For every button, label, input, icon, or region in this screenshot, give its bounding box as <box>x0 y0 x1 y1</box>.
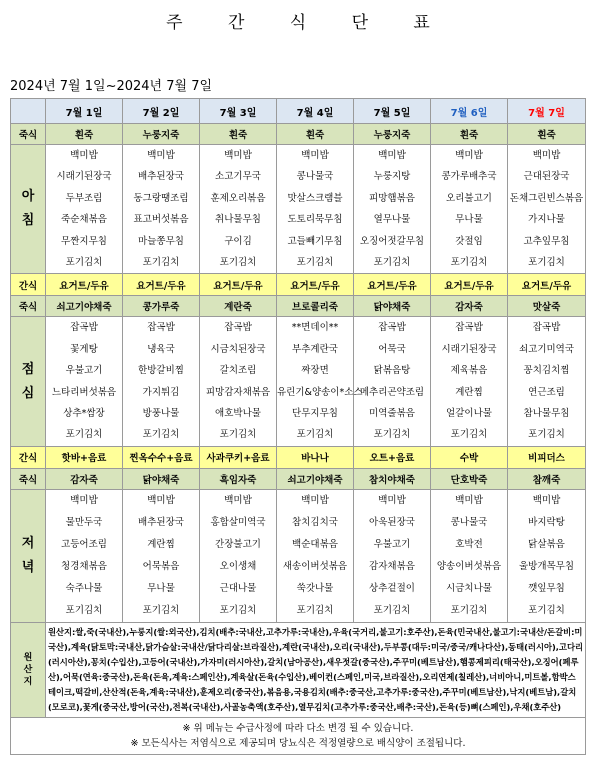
menu-item: 포기김치 <box>219 604 257 616</box>
breakfast-day-cell <box>46 145 123 274</box>
porridge-cell: 콩가루죽 <box>123 296 200 317</box>
menu-item: 갓절임 <box>455 235 483 247</box>
menu-item: 근대된장국 <box>523 171 570 183</box>
porridge-cell: 누룽지죽 <box>354 124 431 145</box>
menu-item: 오이생채 <box>219 560 257 572</box>
porridge-cell: 흰죽 <box>277 124 354 145</box>
origin-label-char: 지 <box>23 676 33 687</box>
menu-item: 얼갈이나물 <box>446 407 492 419</box>
lunch-day-cell <box>123 317 200 446</box>
menu-item: 참치김치국 <box>292 516 338 528</box>
origin-row <box>11 622 586 717</box>
menu-item: 백미밥 <box>301 150 329 161</box>
note-line: ※ 위 메뉴는 수급사정에 따라 다소 변경 될 수 있습니다. <box>182 722 414 734</box>
menu-item: 어묵국 <box>378 343 406 355</box>
menu-item: 콩나물국 <box>296 171 334 183</box>
menu-item: 상추*쌈장 <box>63 407 105 419</box>
porridge-cell: 닭야채죽 <box>354 296 431 317</box>
dinner-day-cell <box>200 489 277 622</box>
porridge-cell: 누룽지죽 <box>123 124 200 145</box>
menu-item: 백미밥 <box>378 494 406 506</box>
notes <box>11 717 586 754</box>
menu-item: 계란찜 <box>147 538 175 550</box>
menu-item: 부추계란국 <box>292 343 338 355</box>
menu-item: 포기김치 <box>450 429 488 441</box>
menu-item: 죽순채볶음 <box>61 214 107 226</box>
menu-item: 제육볶음 <box>450 365 488 377</box>
origin-label <box>11 622 46 717</box>
snack-label: 간식 <box>11 446 46 468</box>
menu-item: 백미밥 <box>378 150 406 161</box>
breakfast-day-cell <box>431 145 508 274</box>
menu-item: 백미밥 <box>455 494 483 506</box>
breakfast-day-cell <box>123 145 200 274</box>
menu-item: 미역줄볶음 <box>369 407 415 419</box>
porridge-cell: 참깨죽 <box>508 468 586 489</box>
menu-item: 포기김치 <box>296 429 334 441</box>
menu-item: 백순대볶음 <box>292 538 338 550</box>
menu-item: 포기김치 <box>373 256 411 268</box>
menu-item: 바지락탕 <box>528 516 565 528</box>
menu-item: 콩나물국 <box>450 516 488 528</box>
breakfast-day-cell <box>277 145 354 274</box>
menu-item: 백미밥 <box>301 494 329 506</box>
dinner-porridge-row <box>11 468 586 489</box>
menu-item: 잡곡밥 <box>147 322 175 334</box>
snack-cell: 비피더스 <box>508 446 586 468</box>
menu-item: 청경채볶음 <box>61 560 107 572</box>
menu-item: 표고버섯볶음 <box>133 214 189 226</box>
menu-item: **면데이** <box>291 322 339 334</box>
menu-item: 포기김치 <box>142 604 180 616</box>
menu-item: 맛살스크램블 <box>287 192 343 204</box>
menu-item: 시금치나물 <box>446 582 492 594</box>
menu-item: 포기김치 <box>65 429 103 441</box>
menu-item: 취나물무침 <box>215 214 261 226</box>
menu-item: 포기김치 <box>450 604 488 616</box>
breakfast-snack-row <box>11 274 586 296</box>
notes-row <box>11 717 586 754</box>
menu-item: 포기김치 <box>65 604 103 616</box>
menu-item: 닭살볶음 <box>528 538 565 550</box>
porridge-cell: 참치야채죽 <box>354 468 431 489</box>
lunch-porridge-row <box>11 296 586 317</box>
breakfast-day-cell <box>354 145 431 274</box>
menu-item: 피망감자채볶음 <box>205 386 271 398</box>
breakfast-day-cell <box>508 145 586 274</box>
porridge-cell: 맛살죽 <box>508 296 586 317</box>
lunch-snack-row <box>11 446 586 468</box>
day-header: 7월 1일 <box>46 99 123 124</box>
lunch-label <box>11 317 46 446</box>
lunch-day-cell <box>431 317 508 446</box>
menu-item: 방풍나물 <box>142 407 180 419</box>
menu-item: 시래기된장국 <box>56 171 112 183</box>
day-header: 7월 2일 <box>123 99 200 124</box>
menu-item: 꽃게탕 <box>70 343 98 355</box>
menu-item: 두부조림 <box>65 192 103 204</box>
snack-cell: 요거트/두유 <box>200 274 277 296</box>
breakfast-label-char: 침 <box>21 213 35 229</box>
porridge-cell: 감자죽 <box>431 296 508 317</box>
dinner-day-cell <box>508 489 586 622</box>
menu-item: 포기김치 <box>219 429 257 441</box>
snack-cell: 요거트/두유 <box>46 274 123 296</box>
menu-item: 가지나물 <box>528 214 565 226</box>
menu-item: 냉육국 <box>147 343 175 355</box>
menu-item: 무나물 <box>455 214 483 226</box>
menu-item: 백미밥 <box>224 150 252 161</box>
menu-item: 감자채볶음 <box>369 560 415 572</box>
menu-item: 포기김치 <box>528 604 565 616</box>
day-header: 7월 6일 <box>431 99 508 124</box>
menu-item: 물만두국 <box>65 516 103 528</box>
dinner-label <box>11 489 46 622</box>
snack-cell: 핫바+음료 <box>46 446 123 468</box>
porridge-cell: 흰죽 <box>508 124 586 145</box>
menu-item: 고등어조림 <box>61 538 107 550</box>
snack-cell: 요거트/두유 <box>123 274 200 296</box>
menu-item: 배추된장국 <box>138 171 184 183</box>
snack-cell: 요거트/두유 <box>277 274 354 296</box>
breakfast-items-row <box>11 145 586 274</box>
snack-cell: 요거트/두유 <box>431 274 508 296</box>
menu-item: 돈채그린빈스볶음 <box>509 192 584 204</box>
day-header: 7월 5일 <box>354 99 431 124</box>
snack-cell: 요거트/두유 <box>354 274 431 296</box>
menu-item: 백미밥 <box>147 150 175 161</box>
menu-item: 간장불고기 <box>215 538 261 550</box>
menu-item: 잡곡밥 <box>70 322 98 334</box>
menu-item: 포기김치 <box>373 429 411 441</box>
lunch-day-cell <box>354 317 431 446</box>
menu-item: 백미밥 <box>224 494 252 506</box>
menu-item: 시금치된장국 <box>210 343 266 355</box>
lunch-label-char: 심 <box>21 385 35 401</box>
menu-item: 상추겉절이 <box>369 582 415 594</box>
menu-item: 아욱된장국 <box>369 516 415 528</box>
porridge-cell: 닭야채죽 <box>123 468 200 489</box>
breakfast-label-char: 아 <box>21 189 35 205</box>
menu-item: 백미밥 <box>147 494 175 506</box>
menu-item: 소고기무국 <box>215 171 261 183</box>
menu-item: 포기김치 <box>219 256 257 268</box>
menu-item: 새송이버섯볶음 <box>282 560 348 572</box>
menu-item: 포기김치 <box>296 604 334 616</box>
menu-item: 근대나물 <box>219 582 257 594</box>
menu-item: 구이김 <box>224 235 252 247</box>
note-line: ※ 모든식사는 저염식으로 제공되며 당뇨식은 적정열량으로 배식양이 조절됩니다. <box>130 737 466 749</box>
porridge-cell: 계란죽 <box>200 296 277 317</box>
menu-item: 백미밥 <box>532 150 561 161</box>
menu-item: 잡곡밥 <box>455 322 483 334</box>
dinner-day-cell <box>354 489 431 622</box>
page-title: 주 간 식 단 표 <box>166 13 450 33</box>
porridge-label: 죽식 <box>11 124 46 145</box>
menu-item: 누룽지탕 <box>373 171 411 183</box>
menu-item: 포기김치 <box>65 256 103 268</box>
menu-item: 백미밥 <box>455 150 483 161</box>
menu-item: 포기김치 <box>296 256 334 268</box>
snack-cell: 찐옥수수+음료 <box>123 446 200 468</box>
menu-item: 콩가루배추국 <box>441 171 497 183</box>
porridge-label: 죽식 <box>11 296 46 317</box>
menu-item: 양송이버섯볶음 <box>436 560 502 572</box>
menu-item: 가지튀김 <box>142 386 180 398</box>
day-header: 7월 3일 <box>200 99 277 124</box>
menu-item: 포기김치 <box>528 256 565 268</box>
menu-item: 잡곡밥 <box>224 322 252 334</box>
menu-item: 동그랑땡조림 <box>133 192 189 204</box>
menu-item: 백미밥 <box>70 494 98 506</box>
menu-item: 쇠고기미역국 <box>518 343 575 355</box>
menu-item: 느타리버섯볶음 <box>51 386 117 398</box>
menu-item: 배추된장국 <box>138 516 184 528</box>
menu-item: 포기김치 <box>142 256 180 268</box>
menu-item: 한방갈비찜 <box>138 365 184 377</box>
menu-item: 무짠지무침 <box>61 235 107 247</box>
menu-item: 고들빼기무침 <box>287 235 343 247</box>
snack-cell: 요거트/두유 <box>508 274 586 296</box>
menu-item: 짜장면 <box>301 365 329 377</box>
menu-item: 우불고기 <box>65 365 103 377</box>
origin-label-char: 산 <box>23 664 33 675</box>
breakfast-porridge-row <box>11 124 586 145</box>
menu-item: 갈치조림 <box>219 365 257 377</box>
weekly-menu-table <box>10 98 586 755</box>
menu-item: 쑥갓나물 <box>296 582 334 594</box>
menu-item: 깻잎무침 <box>528 582 565 594</box>
menu-item: 단무지무침 <box>292 407 338 419</box>
menu-item: 계란찜 <box>455 386 483 398</box>
dinner-label-char: 녁 <box>21 559 35 575</box>
lunch-day-cell <box>277 317 363 446</box>
menu-item: 포기김치 <box>142 429 180 441</box>
dinner-day-cell <box>431 489 508 622</box>
menu-item: 백미밥 <box>532 494 561 506</box>
menu-item: 메추리곤약조림 <box>359 386 425 398</box>
dinner-day-cell <box>277 489 354 622</box>
dinner-items-row <box>11 489 586 622</box>
menu-item: 마늘쫑무침 <box>138 235 184 247</box>
porridge-cell: 단호박죽 <box>431 468 508 489</box>
menu-item: 우불고기 <box>373 538 411 550</box>
menu-item: 홍합살미역국 <box>210 516 266 528</box>
menu-item: 시래기된장국 <box>441 343 497 355</box>
menu-item: 애호박나물 <box>215 407 261 419</box>
menu-item: 포기김치 <box>373 604 411 616</box>
lunch-items-row <box>11 317 586 446</box>
porridge-cell: 흑임자죽 <box>200 468 277 489</box>
header-row <box>11 99 586 124</box>
lunch-label-char: 점 <box>21 361 35 377</box>
snack-cell: 바나나 <box>277 446 354 468</box>
menu-item: 울방개목무침 <box>518 560 575 572</box>
date-range: 2024년 7월 1일~2024년 7월 7일 <box>10 79 213 94</box>
snack-cell: 수박 <box>431 446 508 468</box>
porridge-cell: 흰죽 <box>431 124 508 145</box>
porridge-cell: 쇠고기야채죽 <box>277 468 354 489</box>
snack-cell: 오트+음료 <box>354 446 431 468</box>
menu-item: 호박전 <box>455 538 483 550</box>
menu-item: 유린기&양송이*소스 <box>277 386 363 398</box>
origin-text: 원산지:쌀,죽(국내산),누룽지(쌀:외국산),김치(배추:국내산,고추가루:국내산),우육(국거리,불고기:호주산),돈육(민국내산,불고기:국내산/돈갈비:미국산),계육(닭토막:국내산,닭가슴살:국내산/닭다리살:브라질산),계란(국내산),오리(국내산),두부콩(대두:미국/중국/캐나다산),동태(러시아),고다리(러시아산),꽁치(수입산),고등어(국내산),가자미(러시아산),갈치(남아공산),새우젓갈(중국산),주꾸미(베트남산),햄콩제피리(태국산),오징어(페루산),어묵(연육:중국산),돈육(돈육,계육:스페인산),계육살(돈육(수입산),베이컨(스페인,미국,브라질산),오리연제(칠레산),너비아니,미트볼,함박스테이크,떡갈비,산산적(돈육,계육:국내산),훈제오리(중국산),볶음용,국용김치(배추:중국산,고추가루:중국산),주꾸미(베트남산),낙지(베트남),갈치(모로코),꽃게(중국산,방어(국산),전복(국내산),사골농축액(호주산),열무김치(고추가루:중국산,배추:국산),돈육(등)뼈(스페인),우채(호주산) <box>46 622 586 717</box>
menu-item: 고추잎무침 <box>523 235 570 247</box>
menu-item: 연근조림 <box>528 386 565 398</box>
porridge-cell: 쇠고기야채죽 <box>46 296 123 317</box>
snack-label: 간식 <box>11 274 46 296</box>
menu-item: 무나물 <box>147 582 175 594</box>
menu-item: 열무나물 <box>373 214 411 226</box>
menu-item: 숙주나물 <box>65 582 103 594</box>
dinner-day-cell <box>46 489 123 622</box>
porridge-label: 죽식 <box>11 468 46 489</box>
menu-item: 포기김치 <box>528 429 565 441</box>
menu-item: 피망햄볶음 <box>369 192 415 204</box>
porridge-cell: 브로콜리죽 <box>277 296 354 317</box>
menu-item: 잡곡밥 <box>378 322 406 334</box>
breakfast-label <box>11 145 46 274</box>
menu-item: 백미밥 <box>70 150 98 161</box>
origin-label-char: 원 <box>23 652 33 663</box>
day-header: 7월 4일 <box>277 99 354 124</box>
porridge-cell: 흰죽 <box>200 124 277 145</box>
menu-item: 참나물무침 <box>523 407 570 419</box>
lunch-day-cell <box>46 317 123 446</box>
menu-item: 포기김치 <box>450 256 488 268</box>
header-corner <box>11 99 46 124</box>
breakfast-day-cell <box>200 145 277 274</box>
snack-cell: 사과쿠키+음료 <box>200 446 277 468</box>
porridge-cell: 감자죽 <box>46 468 123 489</box>
porridge-cell: 흰죽 <box>46 124 123 145</box>
dinner-label-char: 저 <box>21 535 35 551</box>
menu-item: 도토리묵무침 <box>287 214 343 226</box>
lunch-day-cell <box>508 317 586 446</box>
menu-item: 훈제오리볶음 <box>210 192 266 204</box>
day-header: 7월 7일 <box>508 99 586 124</box>
menu-item: 오징어젓갈무침 <box>359 235 425 247</box>
menu-item: 꽁치김치찜 <box>523 365 570 377</box>
menu-item: 오리불고기 <box>446 192 492 204</box>
menu-item: 어묵볶음 <box>142 560 180 572</box>
menu-item: 닭볶음탕 <box>373 365 411 377</box>
menu-item: 잡곡밥 <box>532 322 561 334</box>
dinner-day-cell <box>123 489 200 622</box>
lunch-day-cell <box>200 317 277 446</box>
